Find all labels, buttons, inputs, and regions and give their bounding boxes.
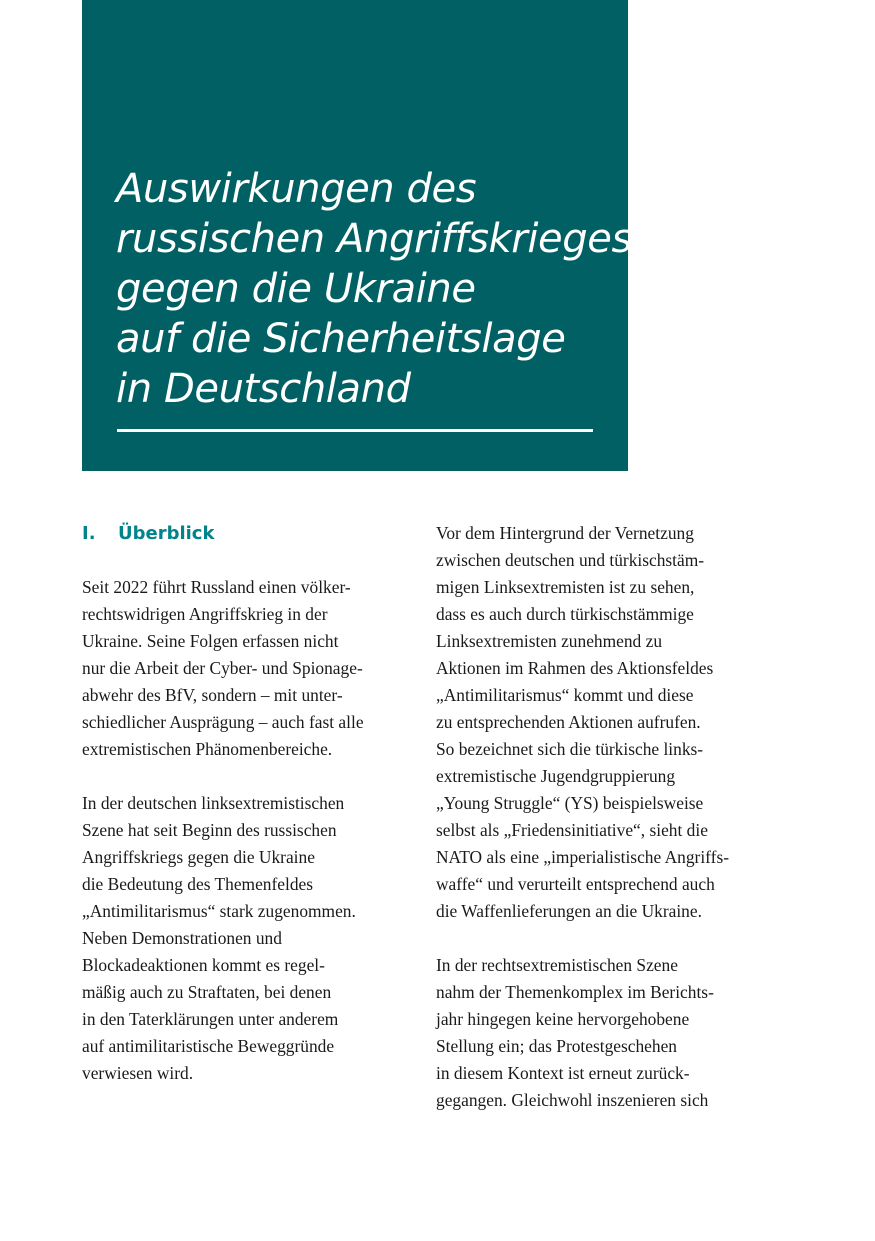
title-block — [82, 0, 632, 471]
text-line: Blockadeaktionen kommt es regel- — [82, 955, 325, 975]
text-line: auf antimilitaristische Beweggründe — [82, 1036, 335, 1056]
text-line: Aktionen im Rahmen des Aktionsfeldes — [436, 658, 714, 678]
text-line: „Antimilitarismus“ stark zugenommen. — [82, 901, 356, 921]
paragraph-intro — [82, 574, 412, 763]
title-underline — [117, 429, 593, 432]
text-line: nur die Arbeit der Cyber- und Spionage- — [82, 658, 363, 678]
text-line: migen Linksextremisten ist zu sehen, — [436, 577, 695, 597]
text-line: jahr hingegen keine hervorgehobene — [436, 1009, 690, 1029]
title-line: in Deutschland — [116, 366, 411, 412]
title-line: gegen die Ukraine — [116, 266, 476, 312]
text-line: Seit 2022 führt Russland einen völker- — [82, 577, 351, 597]
paragraph-right-extremism — [436, 952, 776, 1114]
text-line: die Bedeutung des Themenfeldes — [82, 874, 314, 894]
text-line: nahm der Themenkomplex im Berichts- — [436, 982, 714, 1002]
text-line: So bezeichnet sich die türkische links- — [436, 739, 704, 759]
text-line: selbst als „Friedensinitiative“, sieht die — [436, 820, 708, 840]
title-line: russischen Angriffskrieges — [116, 216, 632, 262]
text-line: Szene hat seit Beginn des russischen — [82, 820, 337, 840]
text-line: mäßig auch zu Straftaten, bei denen — [82, 982, 332, 1002]
text-line: Neben Demonstrationen und — [82, 928, 282, 948]
text-line: zwischen deutschen und türkischstäm- — [436, 550, 705, 570]
paragraph-turkish-left-extremists — [436, 520, 776, 925]
text-line: abwehr des BfV, sondern – mit unter- — [82, 685, 343, 705]
text-line: extremistischen Phänomenbereiche. — [82, 739, 333, 759]
text-line: die Waffenlieferungen an die Ukraine. — [436, 901, 702, 921]
text-line: In der rechtsextremistischen Szene — [436, 955, 678, 975]
text-line: gegangen. Gleichwohl inszenieren sich — [436, 1090, 709, 1110]
section-title: Überblick — [118, 523, 215, 544]
text-line: verwiesen wird. — [82, 1063, 194, 1083]
text-line: extremistische Jugendgruppierung — [436, 766, 676, 786]
text-line: „Young Struggle“ (YS) beispielsweise — [436, 793, 704, 813]
left-column — [82, 520, 412, 1114]
text-line: „Antimilitarismus“ kommt und diese — [436, 685, 694, 705]
text-line: Ukraine. Seine Folgen erfassen nicht — [82, 631, 339, 651]
text-line: schiedlicher Ausprägung – auch fast alle — [82, 712, 364, 732]
text-line: Angriffskriegs gegen die Ukraine — [82, 847, 315, 867]
text-line: in den Taterklärungen unter anderem — [82, 1009, 339, 1029]
text-line: Vor dem Hintergrund der Vernetzung — [436, 523, 694, 543]
text-line: dass es auch durch türkischstämmige — [436, 604, 694, 624]
paragraph-left-extremism — [82, 790, 412, 1087]
section-number: I. — [82, 523, 96, 544]
text-line: rechtswidrigen Angriffskrieg in der — [82, 604, 328, 624]
text-line: in diesem Kontext ist erneut zurück- — [436, 1063, 690, 1083]
section-heading — [82, 520, 412, 547]
text-line: waffe“ und verurteilt entsprechend auch — [436, 874, 715, 894]
title-line: Auswirkungen des — [116, 166, 477, 212]
text-line: NATO als eine „imperialistische Angriffs- — [436, 847, 729, 867]
page-title — [116, 164, 632, 414]
text-line: In der deutschen linksextremistischen — [82, 793, 345, 813]
right-column — [436, 520, 776, 1141]
title-line: auf die Sicherheitslage — [116, 316, 566, 362]
text-line: zu entsprechenden Aktionen aufrufen. — [436, 712, 701, 732]
text-line: Stellung ein; das Protestgeschehen — [436, 1036, 678, 1056]
text-line: Linksextremisten zunehmend zu — [436, 631, 663, 651]
